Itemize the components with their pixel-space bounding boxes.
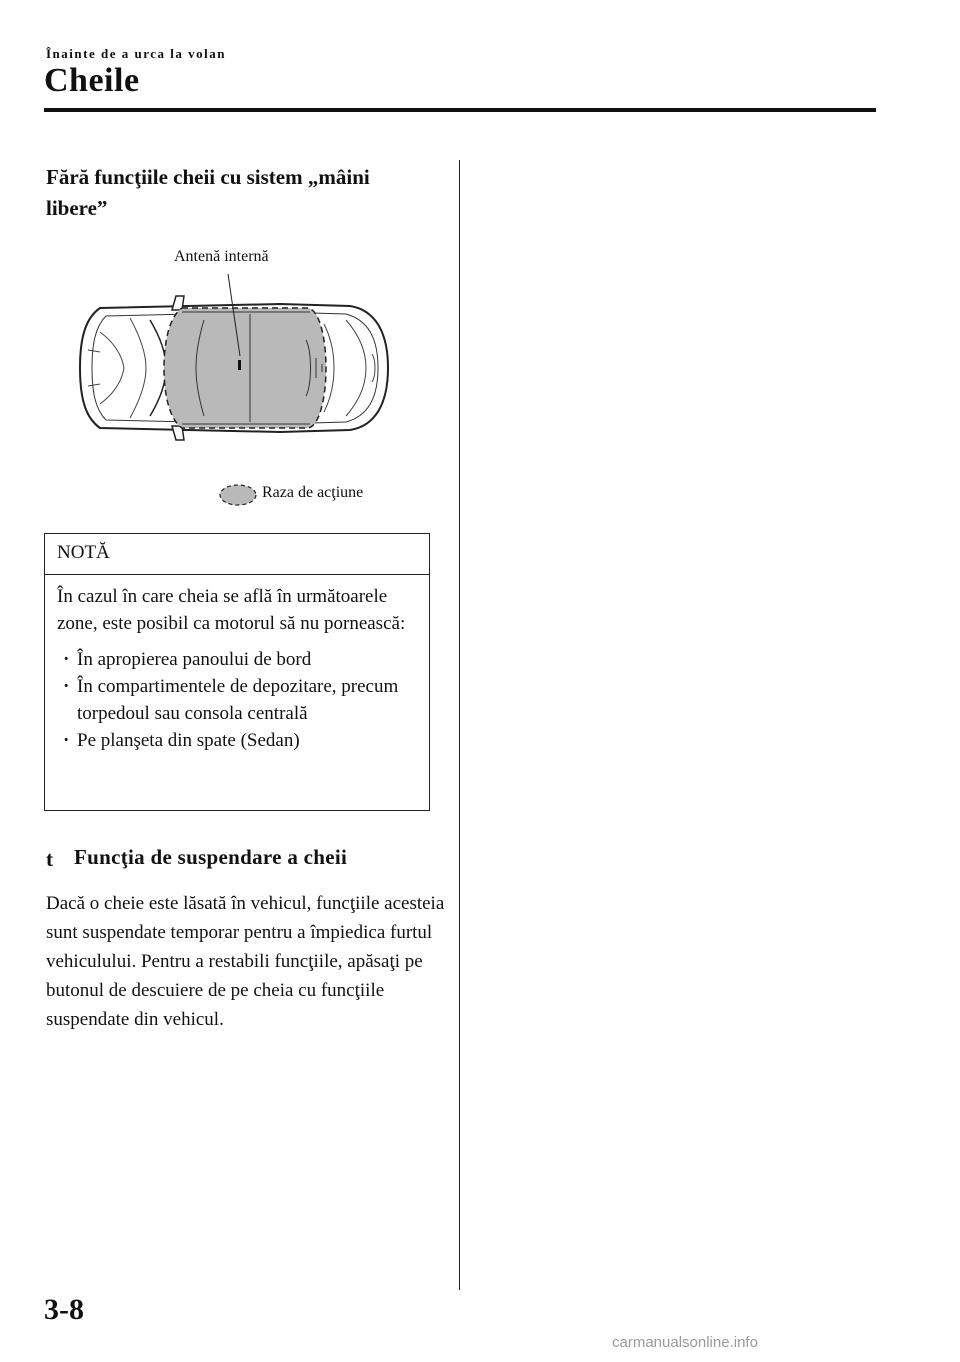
page-number: 3-8: [44, 1293, 84, 1326]
note-item: · În apropierea panoului de bord: [57, 646, 417, 673]
legend-label: Raza de acţiune: [262, 484, 364, 501]
function-heading: Funcţia de suspendare a cheii: [74, 845, 348, 869]
watermark: carmanualsonline.info: [612, 1334, 758, 1351]
function-body-text: Dacă o cheie este lăsată în vehicul, funcţiile acesteia sunt suspendate temporar pentru a împiedica furtul vehiculului. Pentru a restabili funcţiile, apăsaţi pe butonul de descuiere de pe cheia cu funcţiile suspendate din vehicul.: [46, 893, 445, 1030]
car-antenna-figure: [70, 240, 400, 520]
note-list: [57, 646, 417, 754]
note-item: · În compartimentele de depozitare, precum torpedoul sau consola centrală: [57, 673, 417, 727]
chapter-title: Cheile: [44, 62, 140, 99]
subsection-title: Fără funcţiile cheii cu sistem „mâini libere”: [46, 165, 370, 220]
operational-range-area: [164, 308, 326, 428]
note-intro: În cazul în care cheia se află în următoarele zone, este posibil ca motorul să nu pornească:: [57, 586, 406, 634]
antenna-label: Antenă internă: [174, 248, 269, 265]
legend-swatch: [220, 485, 256, 505]
antenna-marker: [238, 360, 241, 370]
section-label: Înainte de a urca la volan: [46, 46, 226, 61]
note-heading: NOTĂ: [45, 534, 429, 575]
column-divider: [459, 160, 460, 1290]
section-marker-glyph: t: [46, 847, 53, 871]
note-box: [44, 533, 430, 811]
header-rule: [44, 108, 876, 112]
note-item: · Pe planşeta din spate (Sedan): [57, 727, 417, 754]
car-diagram: [70, 240, 400, 520]
